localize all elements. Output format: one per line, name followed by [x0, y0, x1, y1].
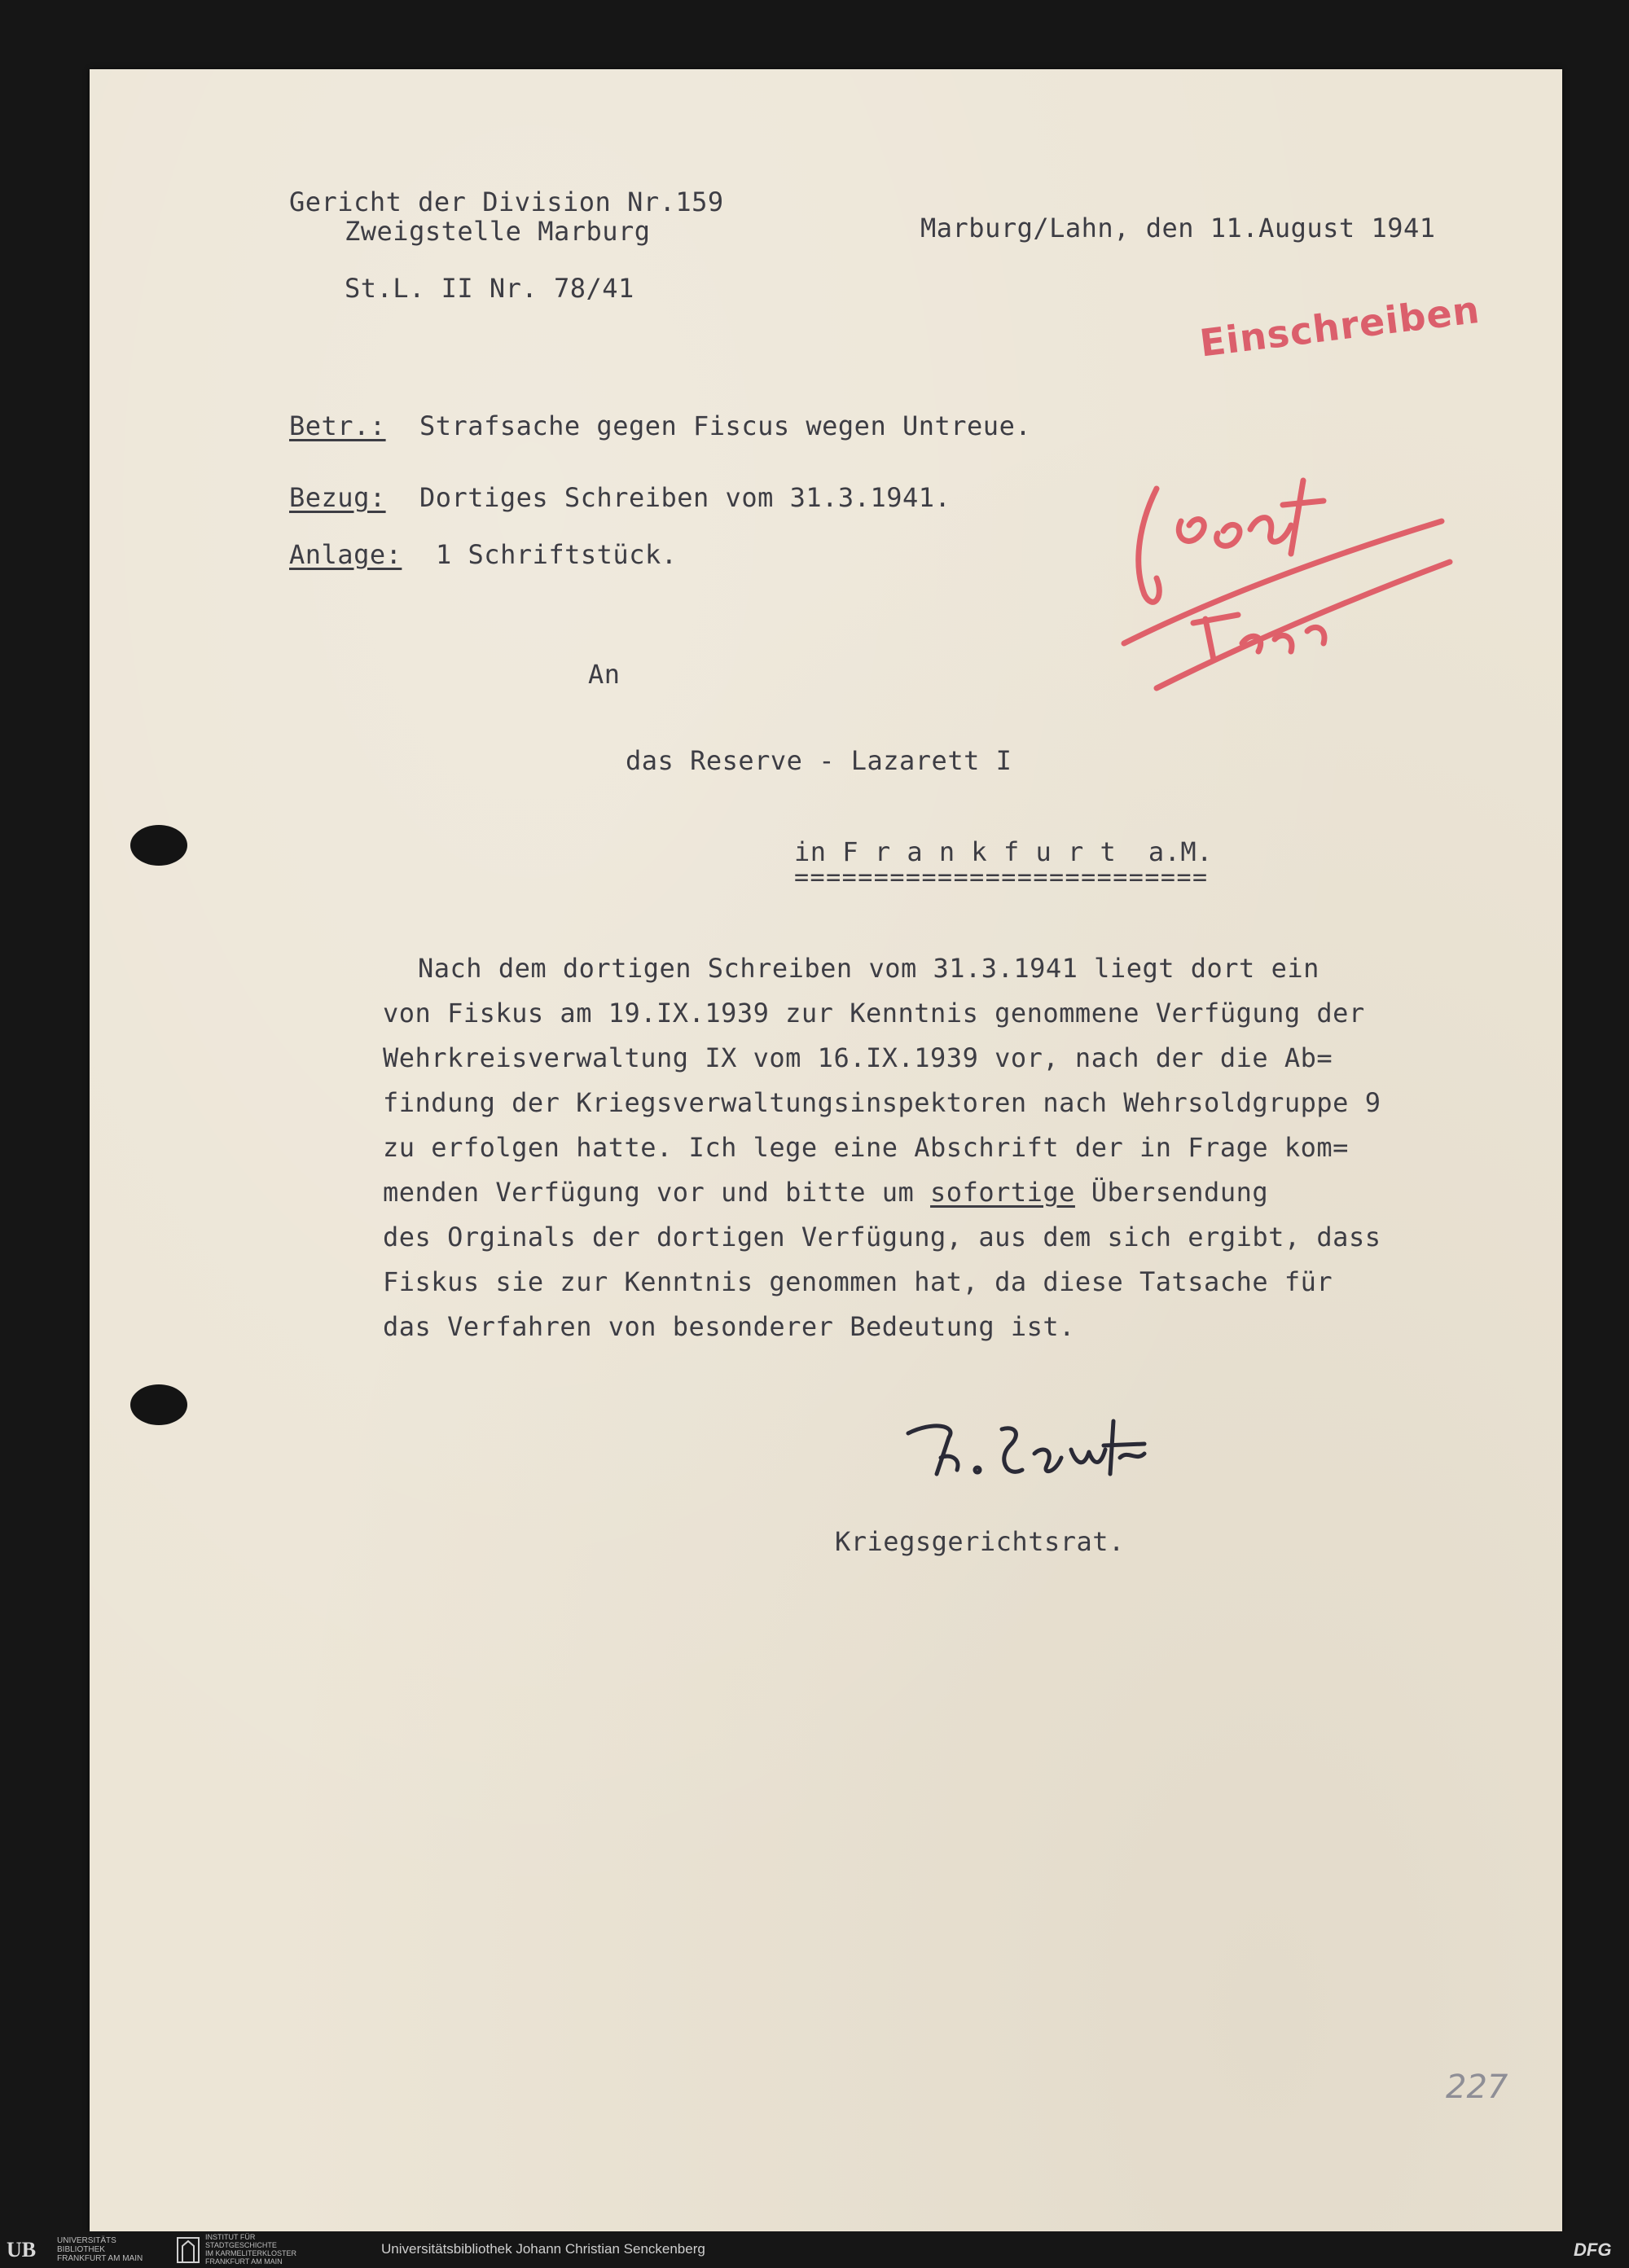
body-line-5: zu erfolgen hatte. Ich lege eine Abschrift der in Frage kom=	[383, 1132, 1349, 1163]
red-handwritten-annotation	[1108, 456, 1458, 692]
footer-credit: Universitätsbibliothek Johann Christian Senckenberg	[381, 2241, 705, 2257]
body-line-6-underlined: sofortige	[930, 1177, 1075, 1208]
reference-label	[289, 482, 386, 513]
institut-logo-icon	[176, 2236, 200, 2264]
enclosure-label-text: Anlage:	[289, 539, 402, 570]
file-reference: St.L. II Nr. 78/41	[345, 273, 634, 304]
recipient-salutation: An	[588, 659, 621, 690]
registered-mail-stamp: Einschreiben	[1197, 287, 1482, 366]
subject-label-text: Betr.:	[289, 410, 386, 441]
sender-line-2: Zweigstelle Marburg	[345, 216, 651, 247]
enclosure-text: 1 Schriftstück.	[436, 539, 678, 570]
handwritten-signature	[900, 1413, 1153, 1486]
body-line-2: von Fiskus am 19.IX.1939 zur Kenntnis genommene Verfügung der	[383, 998, 1365, 1029]
enclosure-label	[289, 539, 402, 570]
place-date: Marburg/Lahn, den 11.August 1941	[920, 213, 1436, 243]
signature-title: Kriegsgerichtsrat.	[835, 1526, 1125, 1557]
footer-bar	[0, 2231, 1629, 2268]
reference-label-text: Bezug:	[289, 482, 386, 513]
body-line-6-end: Übersendung	[1074, 1177, 1269, 1208]
punch-hole-top	[130, 825, 187, 866]
punch-hole-bottom	[130, 1384, 187, 1425]
page-number-pencil: 227	[1446, 2068, 1508, 2106]
subject-label	[289, 410, 386, 441]
body-line-6-start: menden Verfügung vor und bitte um	[383, 1177, 931, 1208]
ub-logo: UB	[7, 2238, 37, 2261]
institut-logo-text: INSTITUT FÜR STADTGESCHICHTE IM KARMELITERKLOSTER FRANKFURT AM MAIN	[205, 2233, 297, 2266]
body-line-3: Wehrkreisverwaltung IX vom 16.IX.1939 vor, nach der die Ab=	[383, 1042, 1333, 1073]
body-line-8: Fiskus sie zur Kenntnis genommen hat, da diese Tatsache für	[383, 1266, 1333, 1297]
recipient-name: das Reserve - Lazarett I	[626, 745, 1012, 776]
body-line-7: des Orginals der dortigen Verfügung, aus dem sich ergibt, dass	[383, 1222, 1381, 1252]
recipient-city: in F r a n k f u r t a.M.	[794, 836, 1213, 867]
body-line-9: das Verfahren von besonderer Bedeutung ist.	[383, 1311, 1075, 1342]
ub-logo-text: UNIVERSITÄTS BIBLIOTHEK FRANKFURT AM MAIN	[57, 2236, 143, 2263]
body-line-4: findung der Kriegsverwaltungsinspektoren nach Wehrsoldgruppe 9	[383, 1087, 1381, 1118]
body-line-6	[383, 1177, 1269, 1208]
reference-text: Dortiges Schreiben vom 31.3.1941.	[419, 482, 951, 513]
dfg-logo: DFG	[1574, 2239, 1612, 2260]
sender-line-1: Gericht der Division Nr.159	[289, 186, 724, 217]
subject-text: Strafsache gegen Fiscus wegen Untreue.	[419, 410, 1032, 441]
recipient-rule: ==========================	[794, 863, 1209, 892]
body-line-1: Nach dem dortigen Schreiben vom 31.3.1941 liegt dort ein	[418, 953, 1319, 984]
